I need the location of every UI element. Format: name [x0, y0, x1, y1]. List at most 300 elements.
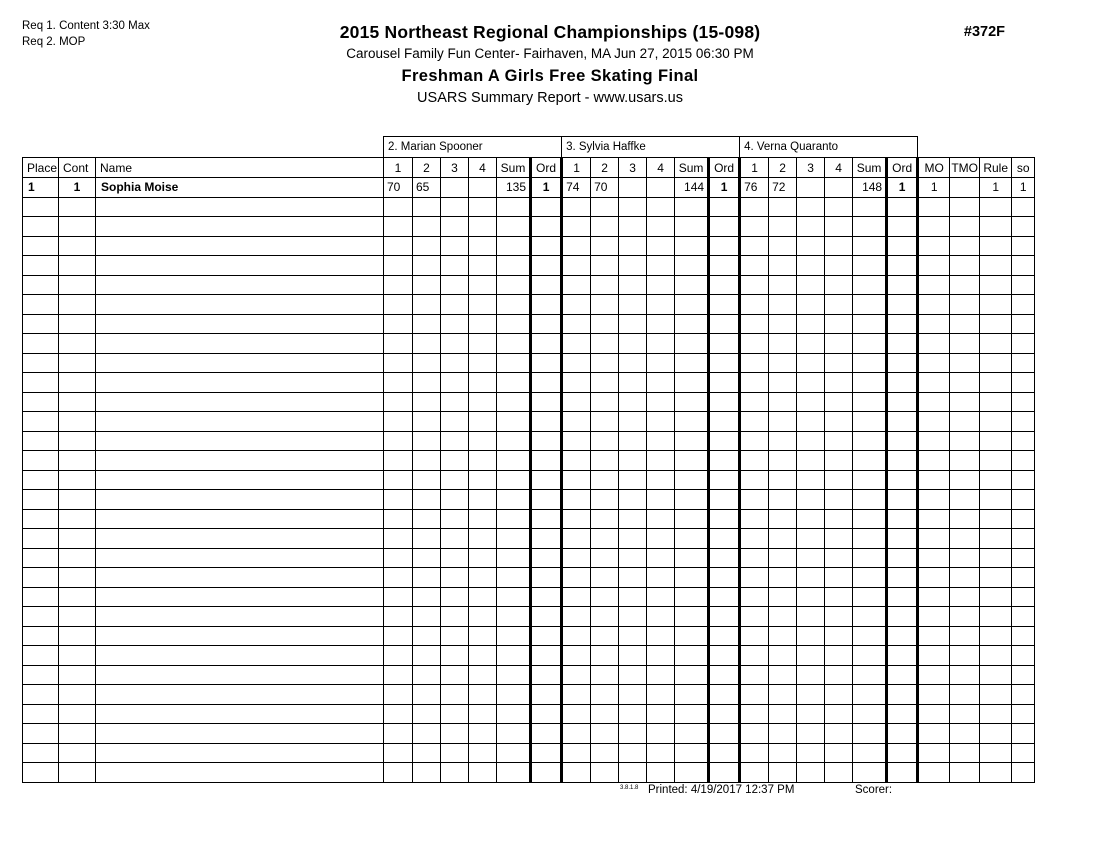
empty-cell [918, 217, 950, 237]
empty-cell [950, 431, 980, 451]
empty-cell [413, 373, 441, 393]
result-cell: 1 [1012, 178, 1035, 198]
empty-cell [647, 275, 675, 295]
result-cell [469, 178, 497, 198]
column-header: 3 [797, 158, 825, 178]
empty-cell [1012, 724, 1035, 744]
empty-cell [531, 197, 562, 217]
empty-cell [96, 646, 384, 666]
empty-cell [797, 431, 825, 451]
results-table-body [23, 178, 1035, 783]
empty-cell [825, 607, 853, 627]
empty-cell [675, 236, 709, 256]
empty-cell [797, 704, 825, 724]
empty-cell [887, 217, 918, 237]
empty-cell [413, 646, 441, 666]
venue-date-line: Carousel Family Fun Center- Fairhaven, MA Jun 27, 2015 06:30 PM [346, 46, 754, 61]
results-table [22, 136, 1035, 783]
empty-cell [441, 548, 469, 568]
empty-cell [918, 275, 950, 295]
result-cell [619, 178, 647, 198]
column-header: 2 [591, 158, 619, 178]
empty-cell [675, 412, 709, 432]
empty-cell [980, 704, 1012, 724]
empty-cell [441, 704, 469, 724]
empty-cell [531, 607, 562, 627]
empty-cell [853, 626, 887, 646]
empty-cell [825, 236, 853, 256]
empty-cell [887, 529, 918, 549]
empty-cell [96, 470, 384, 490]
empty-cell [497, 275, 531, 295]
empty-cell [647, 392, 675, 412]
empty-cell [980, 646, 1012, 666]
empty-cell [384, 743, 413, 763]
empty-cell [562, 724, 591, 744]
empty-cell [413, 217, 441, 237]
empty-row [23, 685, 1035, 705]
empty-cell [825, 626, 853, 646]
empty-cell [675, 217, 709, 237]
empty-cell [740, 392, 769, 412]
result-cell: 144 [675, 178, 709, 198]
empty-cell [619, 587, 647, 607]
empty-cell [413, 704, 441, 724]
empty-cell [950, 256, 980, 276]
empty-cell [469, 295, 497, 315]
empty-cell [769, 197, 797, 217]
empty-cell [797, 665, 825, 685]
empty-cell [675, 295, 709, 315]
empty-cell [980, 607, 1012, 627]
empty-cell [825, 509, 853, 529]
empty-cell [740, 587, 769, 607]
empty-cell [918, 353, 950, 373]
empty-cell [853, 646, 887, 666]
empty-cell [441, 763, 469, 783]
empty-cell [441, 314, 469, 334]
empty-cell [591, 217, 619, 237]
result-cell: 76 [740, 178, 769, 198]
empty-cell [441, 685, 469, 705]
empty-cell [853, 568, 887, 588]
empty-cell [1012, 529, 1035, 549]
result-cell: 1 [887, 178, 918, 198]
empty-cell [740, 724, 769, 744]
empty-cell [887, 353, 918, 373]
result-cell [441, 178, 469, 198]
empty-cell [413, 763, 441, 783]
empty-cell [531, 665, 562, 685]
empty-cell [950, 743, 980, 763]
empty-cell [675, 431, 709, 451]
empty-cell [96, 392, 384, 412]
empty-cell [413, 470, 441, 490]
empty-cell [918, 412, 950, 432]
empty-cell [619, 197, 647, 217]
empty-cell [23, 626, 59, 646]
empty-cell [562, 295, 591, 315]
empty-cell [825, 275, 853, 295]
empty-cell [497, 470, 531, 490]
empty-cell [980, 665, 1012, 685]
empty-cell [23, 412, 59, 432]
column-header: 1 [562, 158, 591, 178]
empty-cell [59, 646, 96, 666]
empty-cell [413, 334, 441, 354]
empty-cell [1012, 451, 1035, 471]
empty-cell [384, 529, 413, 549]
empty-cell [1012, 431, 1035, 451]
column-header: Ord [887, 158, 918, 178]
empty-cell [853, 587, 887, 607]
empty-cell [469, 197, 497, 217]
empty-cell [887, 490, 918, 510]
empty-cell [797, 451, 825, 471]
empty-cell [740, 743, 769, 763]
empty-cell [497, 431, 531, 451]
empty-cell [591, 314, 619, 334]
empty-cell [918, 236, 950, 256]
empty-cell [619, 236, 647, 256]
empty-cell [469, 490, 497, 510]
empty-cell [96, 626, 384, 646]
empty-cell [980, 587, 1012, 607]
empty-cell [825, 724, 853, 744]
empty-cell [853, 431, 887, 451]
empty-cell [531, 236, 562, 256]
empty-cell [96, 314, 384, 334]
empty-row [23, 392, 1035, 412]
empty-cell [825, 529, 853, 549]
empty-cell [769, 704, 797, 724]
empty-cell [591, 490, 619, 510]
empty-cell [887, 685, 918, 705]
document-number: #372F [963, 24, 1005, 40]
empty-cell [769, 607, 797, 627]
empty-cell [918, 373, 950, 393]
empty-cell [740, 217, 769, 237]
empty-cell [497, 743, 531, 763]
empty-cell [591, 392, 619, 412]
empty-cell [797, 724, 825, 744]
column-header: 1 [384, 158, 413, 178]
empty-cell [441, 724, 469, 744]
empty-cell [497, 412, 531, 432]
empty-cell [1012, 763, 1035, 783]
empty-cell [769, 626, 797, 646]
empty-cell [675, 685, 709, 705]
empty-cell [384, 490, 413, 510]
empty-cell [413, 685, 441, 705]
empty-cell [562, 256, 591, 276]
empty-row [23, 197, 1035, 217]
empty-cell [469, 685, 497, 705]
empty-cell [413, 451, 441, 471]
empty-cell [591, 646, 619, 666]
empty-cell [797, 548, 825, 568]
empty-cell [647, 353, 675, 373]
empty-cell [980, 236, 1012, 256]
empty-cell [59, 217, 96, 237]
empty-cell [740, 412, 769, 432]
empty-cell [59, 724, 96, 744]
empty-cell [59, 451, 96, 471]
empty-cell [950, 548, 980, 568]
empty-cell [797, 470, 825, 490]
empty-cell [384, 548, 413, 568]
result-cell: 1 [59, 178, 96, 198]
empty-cell [675, 197, 709, 217]
empty-cell [769, 665, 797, 685]
empty-cell [59, 626, 96, 646]
empty-cell [469, 665, 497, 685]
empty-cell [96, 295, 384, 315]
empty-cell [918, 568, 950, 588]
empty-cell [740, 314, 769, 334]
empty-cell [918, 704, 950, 724]
empty-cell [647, 236, 675, 256]
empty-cell [853, 236, 887, 256]
empty-cell [619, 256, 647, 276]
empty-cell [59, 256, 96, 276]
empty-cell [531, 412, 562, 432]
empty-cell [853, 334, 887, 354]
empty-cell [675, 451, 709, 471]
empty-cell [1012, 743, 1035, 763]
empty-cell [591, 548, 619, 568]
empty-cell [769, 685, 797, 705]
empty-cell [675, 529, 709, 549]
empty-row [23, 256, 1035, 276]
empty-cell [591, 236, 619, 256]
empty-cell [591, 587, 619, 607]
empty-row [23, 314, 1035, 334]
empty-cell [619, 353, 647, 373]
empty-cell [619, 763, 647, 783]
empty-cell [887, 451, 918, 471]
empty-cell [825, 743, 853, 763]
empty-cell [562, 529, 591, 549]
empty-cell [619, 743, 647, 763]
empty-cell [647, 256, 675, 276]
empty-cell [23, 353, 59, 373]
column-header: MO [918, 158, 950, 178]
empty-cell [740, 334, 769, 354]
empty-cell [769, 743, 797, 763]
empty-cell [740, 548, 769, 568]
empty-cell [918, 295, 950, 315]
empty-cell [59, 392, 96, 412]
empty-cell [675, 470, 709, 490]
printed-timestamp: Printed: 4/19/2017 12:37 PM [648, 784, 795, 796]
empty-cell [413, 236, 441, 256]
empty-cell [853, 607, 887, 627]
empty-cell [887, 724, 918, 744]
empty-cell [740, 373, 769, 393]
empty-cell [59, 490, 96, 510]
empty-cell [531, 763, 562, 783]
column-header: Ord [531, 158, 562, 178]
empty-cell [441, 412, 469, 432]
empty-cell [531, 529, 562, 549]
column-header: TMO [950, 158, 980, 178]
empty-cell [96, 529, 384, 549]
empty-cell [769, 470, 797, 490]
empty-cell [980, 314, 1012, 334]
empty-cell [740, 509, 769, 529]
empty-cell [96, 217, 384, 237]
empty-cell [59, 704, 96, 724]
empty-cell [709, 217, 740, 237]
empty-cell [96, 587, 384, 607]
empty-cell [384, 665, 413, 685]
empty-cell [980, 568, 1012, 588]
empty-cell [825, 568, 853, 588]
empty-cell [96, 275, 384, 295]
empty-cell [96, 763, 384, 783]
empty-cell [825, 217, 853, 237]
empty-cell [562, 334, 591, 354]
empty-cell [647, 685, 675, 705]
empty-cell [797, 626, 825, 646]
empty-cell [769, 314, 797, 334]
empty-cell [413, 607, 441, 627]
empty-cell [497, 763, 531, 783]
empty-cell [740, 646, 769, 666]
empty-cell [441, 197, 469, 217]
empty-cell [384, 197, 413, 217]
empty-cell [825, 295, 853, 315]
empty-cell [413, 665, 441, 685]
empty-row [23, 548, 1035, 568]
empty-cell [591, 743, 619, 763]
empty-cell [497, 548, 531, 568]
empty-cell [709, 724, 740, 744]
empty-cell [918, 529, 950, 549]
empty-cell [950, 704, 980, 724]
empty-cell [797, 236, 825, 256]
empty-cell [562, 646, 591, 666]
column-header-row [23, 158, 1035, 178]
empty-cell [647, 334, 675, 354]
empty-cell [1012, 314, 1035, 334]
empty-cell [887, 275, 918, 295]
empty-cell [675, 509, 709, 529]
empty-row [23, 646, 1035, 666]
empty-row [23, 587, 1035, 607]
empty-cell [59, 665, 96, 685]
empty-cell [96, 451, 384, 471]
empty-cell [853, 314, 887, 334]
empty-cell [980, 392, 1012, 412]
empty-cell [469, 275, 497, 295]
empty-cell [562, 763, 591, 783]
empty-cell [384, 704, 413, 724]
empty-cell [441, 217, 469, 237]
empty-cell [59, 587, 96, 607]
empty-cell [980, 334, 1012, 354]
empty-cell [441, 587, 469, 607]
empty-row [23, 724, 1035, 744]
empty-cell [441, 334, 469, 354]
result-cell: 65 [413, 178, 441, 198]
empty-cell [887, 607, 918, 627]
empty-cell [531, 373, 562, 393]
empty-cell [619, 412, 647, 432]
empty-cell [740, 529, 769, 549]
empty-cell [797, 646, 825, 666]
empty-cell [441, 646, 469, 666]
empty-cell [675, 665, 709, 685]
empty-cell [1012, 607, 1035, 627]
empty-cell [918, 626, 950, 646]
empty-cell [413, 529, 441, 549]
empty-cell [740, 197, 769, 217]
judge-name-row [23, 137, 1035, 158]
empty-cell [413, 509, 441, 529]
judge-row-spacer-right [918, 137, 1035, 158]
empty-row [23, 236, 1035, 256]
empty-cell [853, 412, 887, 432]
empty-cell [562, 587, 591, 607]
empty-cell [980, 743, 1012, 763]
empty-cell [591, 509, 619, 529]
empty-cell [441, 256, 469, 276]
empty-cell [918, 197, 950, 217]
empty-cell [591, 334, 619, 354]
empty-cell [1012, 568, 1035, 588]
empty-cell [980, 256, 1012, 276]
empty-cell [619, 685, 647, 705]
empty-cell [23, 568, 59, 588]
empty-cell [769, 548, 797, 568]
empty-cell [769, 295, 797, 315]
empty-cell [709, 607, 740, 627]
empty-cell [825, 587, 853, 607]
empty-cell [853, 197, 887, 217]
empty-cell [675, 587, 709, 607]
judge-name-header: 4. Verna Quaranto [740, 137, 918, 158]
result-cell: 1 [980, 178, 1012, 198]
empty-cell [59, 685, 96, 705]
empty-cell [950, 529, 980, 549]
judge-name-header: 2. Marian Spooner [384, 137, 562, 158]
empty-cell [531, 724, 562, 744]
empty-cell [918, 646, 950, 666]
empty-cell [384, 646, 413, 666]
empty-cell [413, 431, 441, 451]
empty-cell [619, 646, 647, 666]
empty-cell [531, 626, 562, 646]
empty-row [23, 763, 1035, 783]
empty-cell [887, 256, 918, 276]
empty-cell [384, 392, 413, 412]
empty-cell [740, 490, 769, 510]
empty-cell [887, 314, 918, 334]
empty-row [23, 412, 1035, 432]
empty-cell [675, 490, 709, 510]
empty-cell [497, 509, 531, 529]
empty-cell [980, 685, 1012, 705]
empty-cell [59, 353, 96, 373]
empty-cell [469, 529, 497, 549]
empty-cell [675, 256, 709, 276]
judge-row-spacer-left [23, 137, 384, 158]
empty-cell [441, 236, 469, 256]
empty-cell [23, 743, 59, 763]
empty-cell [887, 743, 918, 763]
